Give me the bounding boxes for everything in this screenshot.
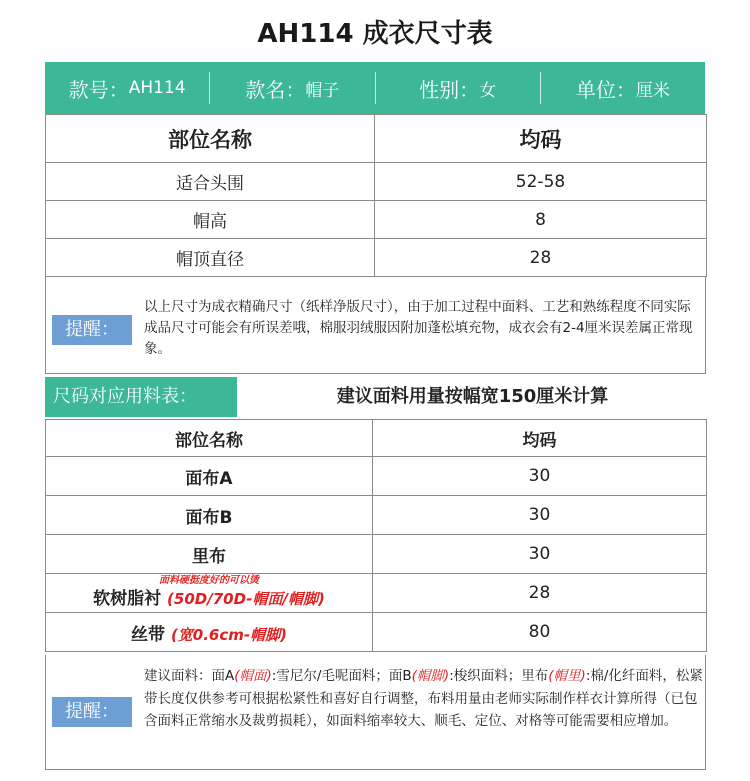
part-name: 帽顶直径 [46, 239, 375, 277]
column-header-part: 部位名称 [46, 420, 373, 457]
material-value: 30 [373, 535, 707, 574]
material-name-wrap [46, 574, 372, 612]
table-row [46, 535, 707, 574]
style-name-value: 帽子 [305, 80, 340, 101]
table-header-row [46, 420, 707, 457]
material-value: 30 [373, 496, 707, 535]
page-title: AH114 成衣尺寸表 [257, 19, 493, 49]
material-section-tab: 尺码对应用料表： [45, 377, 237, 417]
material-spec-note: (50D/70D-帽面/帽脚) [167, 590, 325, 608]
part-value: 52-58 [375, 163, 707, 201]
material-name: 面布A [46, 457, 373, 496]
column-header-size: 均码 [375, 115, 707, 163]
table-row [46, 496, 707, 535]
reminder-red-note: (帽脚) [411, 668, 450, 684]
material-name: 里布 [46, 535, 373, 574]
table-header-row [46, 115, 707, 163]
reminder-red-note: (帽面) [234, 668, 272, 684]
column-header-size: 均码 [373, 420, 707, 457]
style-number-value: AH114 [128, 78, 186, 98]
reminder-text-part: :梭织面料；里布 [449, 668, 549, 684]
part-value: 8 [375, 201, 707, 239]
reminder-text: 以上尺寸为成衣精确尺寸（纸样净版尺寸），由于加工过程中面料、工艺和熟练程度不同实际成品尺寸可能会有所误差哦，棉服羽绒服因附加蓬松填充物，成衣会有2-4厘米误差属正常现象。 [144, 299, 693, 357]
material-spec-note: (宽0.6cm-帽脚) [170, 625, 287, 644]
part-name: 适合头围 [46, 163, 375, 201]
material-reminder-text [144, 665, 704, 733]
unit-label: 单位： [575, 77, 636, 102]
table-row [46, 457, 707, 496]
material-name-cell [46, 613, 373, 652]
material-section-header [45, 377, 705, 417]
unit-cell [541, 62, 705, 114]
table-row [46, 163, 707, 201]
table-row [46, 201, 707, 239]
material-reminder-note [45, 655, 706, 770]
material-table [45, 419, 707, 652]
material-name: 面布B [46, 496, 373, 535]
size-reminder-note [45, 277, 706, 374]
reminder-text-part: 建议面料：面A [144, 668, 235, 684]
reminder-red-note: (帽里) [548, 668, 586, 684]
material-name-cell [46, 574, 373, 613]
gender-value: 女 [479, 80, 497, 101]
reminder-text-part: :雪尼尔/毛呢面料；面B [271, 668, 412, 684]
reminder-badge: 提醒： [52, 315, 134, 345]
style-name-cell [210, 62, 374, 114]
gender-cell [376, 62, 540, 114]
part-name: 帽高 [46, 201, 375, 239]
style-name-label: 款名： [245, 77, 306, 102]
unit-value: 厘米 [635, 80, 670, 101]
material-value: 30 [373, 457, 707, 496]
material-value: 80 [373, 613, 707, 652]
column-header-part: 部位名称 [46, 115, 375, 163]
reminder-text-part: :棉/化纤面料，松紧带长度仅供参考可根据松紧性和喜好自行调整，布料用量由老师实际制作样衣计算所得（已包含面料正常缩水及裁剪损耗），如面料缩率较大、顺毛、定位、对格等可能需要相应增加。 [144, 668, 703, 729]
reminder-badge: 提醒： [52, 697, 134, 727]
ironing-tip: 面料硬挺度好的可以烫 [159, 575, 259, 586]
material-value: 28 [373, 574, 707, 613]
style-number-cell [45, 62, 209, 114]
size-table [45, 114, 707, 277]
table-row [46, 613, 707, 652]
style-number-label: 款号： [68, 77, 129, 102]
product-info-bar [45, 62, 705, 114]
material-name: 软树脂衬 [93, 589, 162, 609]
fabric-width-note: 建议面料用量按幅宽150厘米计算 [336, 386, 609, 407]
part-value: 28 [375, 239, 707, 277]
material-name: 丝带 [131, 624, 166, 645]
table-row [46, 239, 707, 277]
table-row [46, 574, 707, 613]
gender-label: 性别： [419, 77, 480, 102]
